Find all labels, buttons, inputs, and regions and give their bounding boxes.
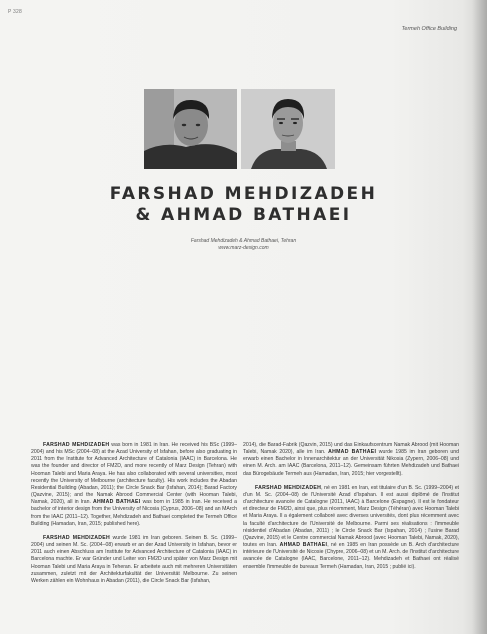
name-highlight: AHMAD BATHAEI	[328, 449, 377, 456]
biography-column-left	[31, 442, 237, 592]
biography-text: , né en 1985 en Iran possède un B. Arch d'architecture intérieure de l'Université de Nicosie (Chypre, 2006–08) et un M. Arch. de l'Institut d'architecture avancée de Catalogne (IAAC, Barcelone, 2011–12). Mehdizadeh et Bathaei ont réalisé ensemble l'immeuble de bureaux Termeh (Hamadan, Iran, 2015 ; publié ici).	[243, 542, 459, 570]
biography-text: wurde 1981 im Iran geboren. Seinen B. Sc. (1999–2004) und seinen M. Sc. (2004–08) erwarb er an der Azad University in Isfahan, bevor er 2011 auch einen Abschluss am Institute for Advanced Architecture of Catalonia (IAAC) in Barcelona machte. Er war Gründer und Leiter von FM2D und später von Marz Design mit Hooman Talebi und Maria Araya in Teheran. Er arbeitete auch mit mehreren Universitäten zusammen, zuletzt mit der Architekturfakultät der Universität Melbourne. Zu seinen Werken zählen ein Wohnhaus in Abadan (2011), die Circle Snack Bar (Isfahan,	[31, 534, 237, 584]
name-highlight: AHMAD BATHAEI	[279, 542, 328, 549]
biography-text: , né en 1981 en Iran, est titulaire d'un B. Sc. (1999–2004) et d'un M. Sc. (2004–08) de l'Université Azad d'Ispahan. Il est aussi diplômé de l'Institut d'architecture avancée de Catalogne (2011, IAAC) à Barcelone (Espagne). Il est le fondateur et directeur de FM2D, ainsi que, plus récemment, Marz Design (Téhéran) avec Hooman Talebi et Maria Araya. Il a également collaboré avec diverses universités, dont plus récemment avec la faculté d'architecture de l'Université de Melbourne. Parmi ses réalisations : l'immeuble résidentiel d'Abadan (Abadan, 2011) ; le Circle Snack Bar (Ispahan, 2014) ; l'usine Barad (Qazvine, 2015) et le Centre commercial Namak Abrood (avec Hooman Talebi, Namak, 2020), toutes en Iran.	[243, 484, 459, 549]
biography-german-continued	[243, 442, 459, 478]
architect-title-line-1: FARSHAD MEHDIZADEH	[109, 184, 378, 204]
biography-german	[31, 535, 237, 585]
office-credit: Farshad Mehdizadeh & Ahmad Bathaei, Tehran	[190, 238, 297, 244]
portrait-farshad	[144, 89, 237, 169]
page-fold-shadow	[472, 0, 487, 634]
portrait-farshad-image	[144, 89, 237, 169]
architect-title-line-2: & AHMAD BATHAEI	[135, 205, 352, 225]
biography-english	[31, 442, 237, 528]
biography-text: was born in 1981 in Iran. He received his BSc (1999–2004) and his MSc (2004–08) at the Azad University of Isfahan, before also graduating in 2011 from the Institute for Advanced Architecture of Catalonia (IAAC) in Barcelona. He was the founder and director of FM2D, and more recently of Marz Design (Tehran) with Hooman Talebi and Maria Araya. He has also collaborated with several universities, most recently the University of Melbourne (architecture faculty). His work includes the Abadan Residential Building (Abadan, 2011); the Circle Snack Bar (Isfahan, 2014); Barad Factory (Qazvine, 2015); and the Namak Abrood Commercial Center (with Hooman Talebi, Namak, 2020), all in Iran.	[31, 442, 238, 506]
portrait-ahmad-image	[241, 89, 335, 169]
running-head: Termeh Office Building	[401, 26, 457, 32]
name-highlight: FARSHAD MEHDIZADEH	[43, 534, 111, 541]
biography-text: wurde 1985 im Iran geboren und erwarb einen Bachelor in Innenarchitektur an der Universität Nikosia (Zypern, 2006–08) und einen M. Arch. am IAAC (Barcelona, 2011–12). Gemeinsam führten Mehdizadeh und Bathaei das Bürogebäude Termeh aus (Hamadan, Iran, 2015; hier vorgestellt).	[243, 449, 459, 477]
portrait-ahmad	[241, 89, 335, 169]
biography-column-right	[243, 442, 459, 578]
name-highlight: FARSHAD MEHDIZADEH	[43, 442, 110, 448]
biography-text: was born in 1985 in Iran. He received a bachelor of interior design from the University of Nicosia (Cyprus, 2006–08) and an MArch from the IAAC (2011–12). Together, Mehdizadeh and Bathaei completed the Termeh Office Building (Hamadan, Iran, 2015; published here).	[31, 499, 237, 527]
biography-text: 2014), die Barad-Fabrik (Qazvin, 2015) und das Einkaufscentrum Namak Abrood (mit Hooman Talebi, Namak 2020), alle im Iran.	[243, 442, 459, 456]
page-number: P 328	[8, 9, 22, 15]
name-highlight: FARSHAD MEHDIZADEH	[255, 484, 322, 491]
office-website: www.marz-design.com	[218, 245, 269, 251]
biography-french	[243, 485, 459, 571]
name-highlight: AHMAD BATHAEI	[92, 499, 141, 506]
